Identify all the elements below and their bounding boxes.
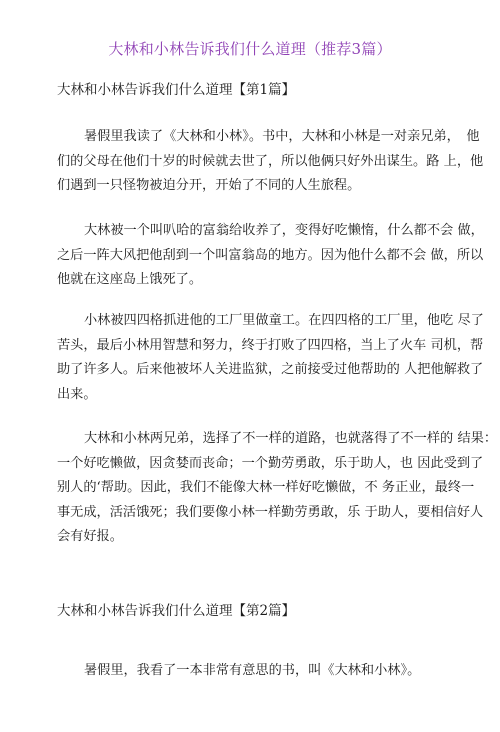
paragraph-5 [57,659,447,684]
paragraph-line: 大林和小林两兄弟，选择了不一样的道路，也就落得了不一样的 结果： [84,431,498,446]
paragraph-4 [57,427,498,550]
paragraph-line: 事无成，活活饿死；我们要像小林一样勤劳勇敢，乐 于助人，要相信好人 [57,504,484,520]
paragraph-2 [57,219,484,293]
document-title: 大林和小林告诉我们什么道理（推荐3篇） [108,40,392,58]
paragraph-line: 他就在这座岛上饿死了。 [57,272,203,287]
paragraph-1 [57,125,484,199]
paragraph-line: 大林被一个叫叭哈的富翁给收养了，变得好吃懒惰，什么都不会 做， [84,223,484,238]
paragraph-3 [57,309,484,407]
paragraph-line: 暑假里我读了《大林和小林》。书中，大林和小林是一对亲兄弟， 他 [84,129,480,144]
paragraph-line: 暑假里，我看了一本非常有意思的书，叫《大林和小林》。 [84,663,421,678]
section-heading-2: 大林和小林告诉我们什么道理【第2篇】 [57,603,296,619]
paragraph-line: 助了许多人。后来他被坏人关进监狱，之前接受过他帮助的 人把他解救了 [57,362,484,377]
paragraph-line: 会有好报。 [57,529,123,544]
paragraph-line: 别人的‘帮助。因此，我们不能像大林一样好吃懒做，不 务正业，最终一 [57,480,475,495]
paragraph-line: 之后一阵大风把他刮到一个叫富翁岛的地方。因为他什么都不会 做，所以 [57,247,484,263]
paragraph-line: 出来。 [57,386,97,402]
paragraph-line: 们遇到一只怪物被迫分开，开始了不同的人生旅程。 [57,178,361,193]
section-heading-1: 大林和小林告诉我们什么道理【第1篇】 [57,82,296,98]
paragraph-line: 苦头，最后小林用智慧和努力，终于打败了四四格，当上了火车 司机，帮 [57,337,484,353]
paragraph-line: 一个好吃懒做，因贪婪而丧命；一个勤劳勇敢，乐于助人，也 因此受到了 [57,455,484,471]
paragraph-line: 们的父母在他们十岁的时候就去世了，所以他俩只好外出谋生。路 上，他 [57,153,484,169]
paragraph-line: 小林被四四格抓进他的工厂里做童工。在四四格的工厂里，他吃 尽了 [84,313,484,328]
